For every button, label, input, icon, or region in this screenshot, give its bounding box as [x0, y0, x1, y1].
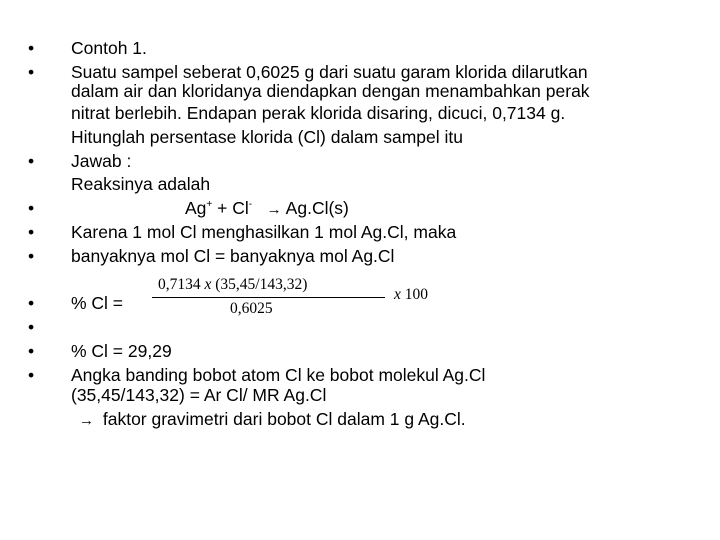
arrow-right-icon: →	[79, 412, 94, 429]
bullet: •	[28, 365, 35, 385]
bullet: •	[28, 38, 35, 58]
percent-cl-label: % Cl =	[71, 293, 124, 313]
bullet: •	[28, 293, 35, 313]
fraction-bar	[152, 297, 385, 298]
bullet: •	[28, 341, 35, 361]
arrow-right-icon: →	[266, 201, 282, 218]
problem-line-3: nitrat berlebih. Endapan perak klorida disaring, dicuci, 0,7134 g.	[71, 103, 566, 123]
bullet: •	[28, 151, 35, 171]
ratio-line-1: Angka banding bobot atom Cl ke bobot molekul Ag.Cl	[71, 365, 486, 385]
percent-cl-result: % Cl = 29,29	[71, 341, 172, 361]
silver-ion: Ag	[185, 198, 207, 218]
bullet: •	[28, 222, 35, 242]
formula-numerator: 0,7134 x (35,45/143,32)	[158, 276, 308, 293]
problem-line-4: Hitunglah persentase klorida (Cl) dalam sampel itu	[71, 127, 463, 147]
reaction-product: Ag.Cl(s)	[285, 198, 349, 218]
bullet: •	[28, 317, 35, 337]
mole-equality: banyaknya mol Cl = banyaknya mol Ag.Cl	[71, 246, 395, 266]
plus-charge: +	[206, 199, 213, 210]
bullet: •	[28, 246, 35, 266]
mole-statement: Karena 1 mol Cl menghasilkan 1 mol Ag.Cl, maka	[71, 222, 457, 242]
problem-line-1: Suatu sampel seberat 0,6025 g dari suatu garam klorida dilarutkan	[71, 62, 588, 82]
bullet: •	[28, 62, 35, 82]
gravimetric-factor-line	[79, 408, 466, 432]
gravimetric-factor-text: faktor gravimetri dari bobot Cl dalam 1 g Ag.Cl.	[98, 409, 466, 429]
reaction-equation	[185, 197, 349, 221]
chloride-ion: + Cl	[212, 198, 249, 218]
problem-line-2: dalam air dan kloridanya diendapkan dengan menambahkan perak	[71, 81, 590, 101]
example-heading: Contoh 1.	[71, 38, 147, 58]
formula-multiplier: x 100	[394, 286, 429, 303]
formula-denominator: 0,6025	[230, 300, 273, 317]
ratio-line-2: (35,45/143,32) = Ar Cl/ MR Ag.Cl	[71, 385, 327, 405]
percent-formula-fraction	[152, 276, 387, 322]
bullet: •	[28, 198, 35, 218]
minus-charge: -	[248, 199, 253, 210]
reaction-label: Reaksinya adalah	[71, 174, 211, 194]
answer-label: Jawab :	[71, 151, 132, 171]
